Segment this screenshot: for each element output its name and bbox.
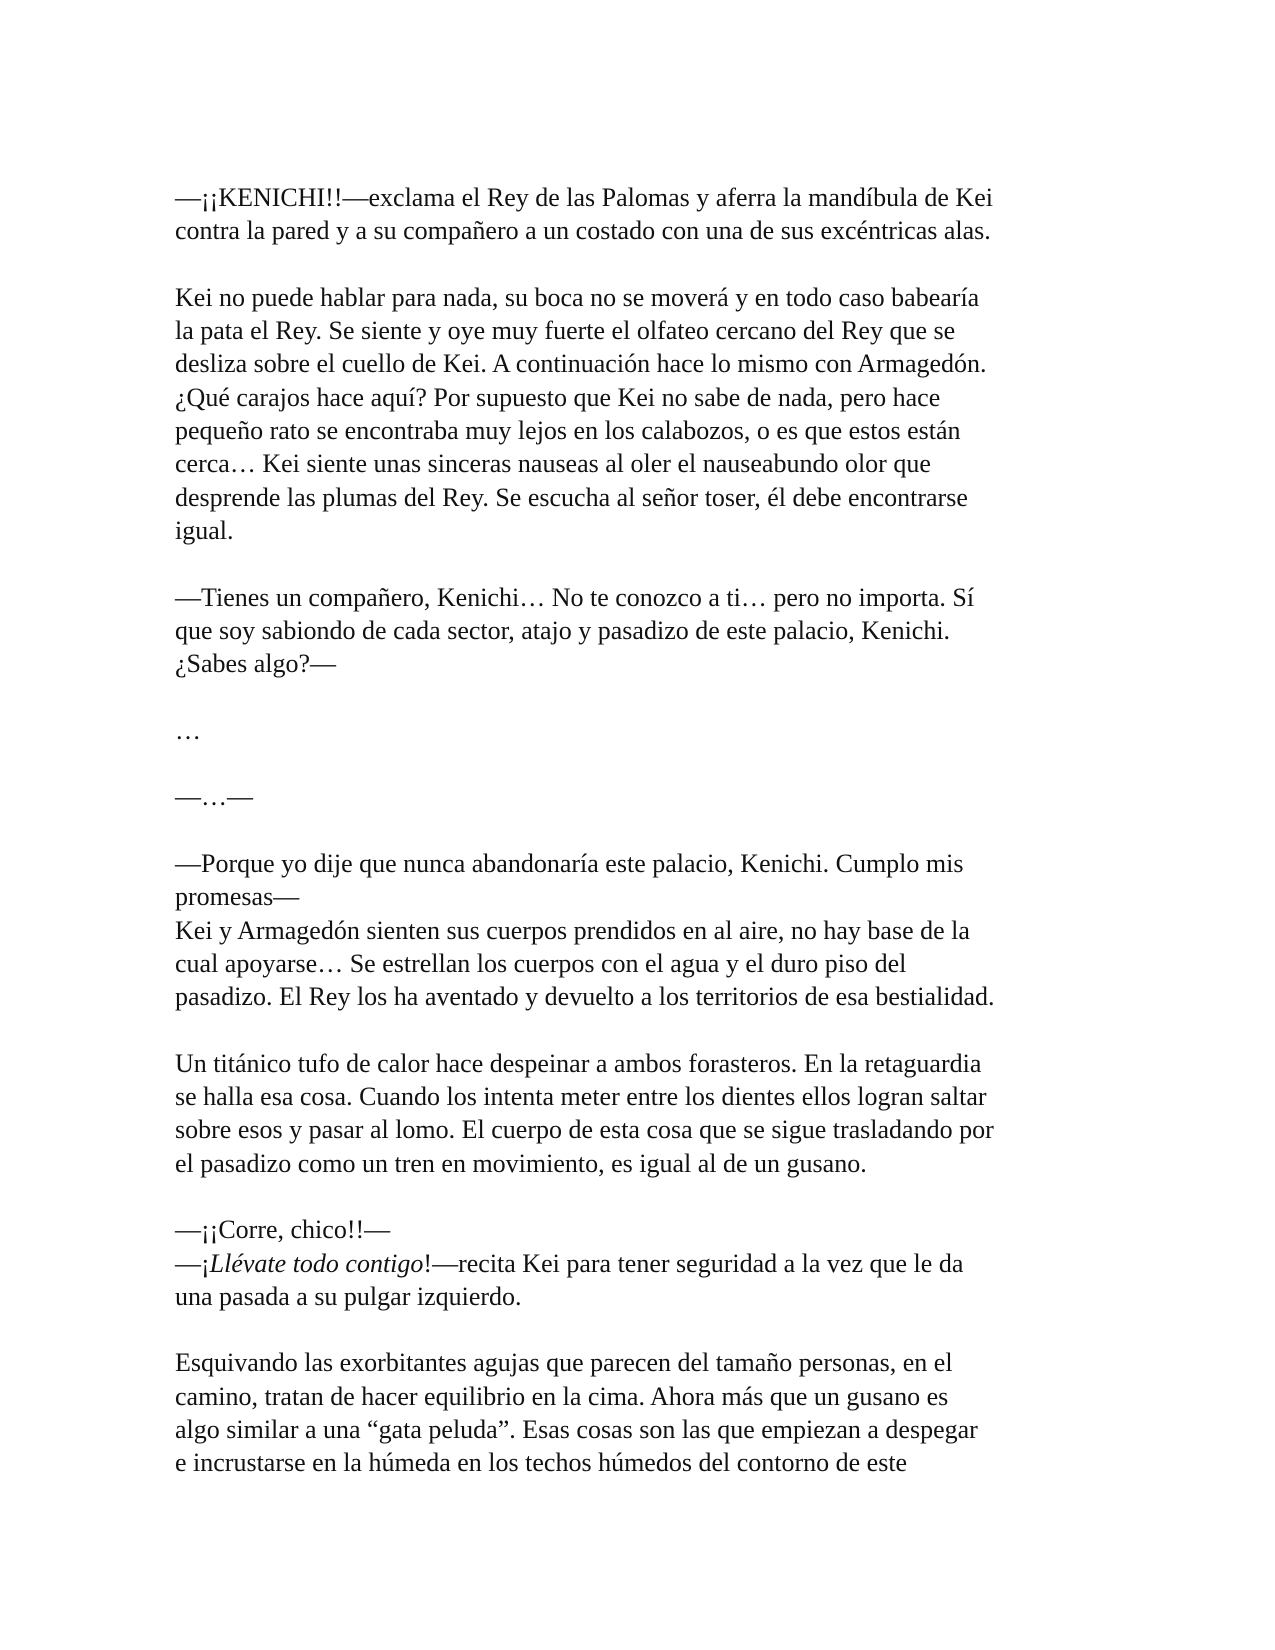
paragraph-3	[175, 581, 1095, 681]
text-line: cerca… Kei siente unas sinceras nauseas al oler el nauseabundo olor que	[175, 449, 931, 479]
paragraph-8	[175, 1047, 1095, 1180]
text-line: promesas—	[175, 882, 300, 912]
text-line: —¡¡KENICHI!!—exclama el Rey de las Palomas y aferra la mandíbula de Kei	[175, 183, 993, 212]
text-line: el pasadizo como un tren en movimiento, es igual al de un gusano.	[175, 1148, 867, 1178]
text-line: —…—	[175, 782, 253, 812]
text-line: e incrustarse en la húmeda en los techos húmedos del contorno de este	[175, 1448, 908, 1478]
dialogue-suffix: !—recita Kei para tener seguridad a la vez que le da	[423, 1248, 964, 1278]
document-body	[175, 181, 1095, 1513]
paragraph-1	[175, 181, 1095, 248]
text-line: ¿Sabes algo?—	[175, 649, 337, 679]
paragraph-5	[175, 780, 1095, 813]
text-line: Kei no puede hablar para nada, su boca no se moverá y en todo caso babearía	[175, 282, 980, 312]
text-line: que soy sabiondo de cada sector, atajo y pasadizo de este palacio, Kenichi.	[175, 615, 951, 645]
text-line: la pata el Rey. Se siente y oye muy fuerte el olfateo cercano del Rey que se	[175, 316, 956, 346]
paragraph-4	[175, 714, 1095, 747]
text-line: camino, tratan de hacer equilibrio en la cima. Ahora más que un gusano es	[175, 1381, 949, 1411]
dialogue-line	[175, 1247, 1095, 1280]
text-line: …	[175, 715, 201, 745]
paragraph-10	[175, 1247, 1095, 1314]
text-line: una pasada a su pulgar izquierdo.	[175, 1281, 522, 1311]
text-line: igual.	[175, 515, 234, 545]
text-line: pasadizo. El Rey los ha aventado y devuelto a los territorios de esa bestialidad.	[175, 982, 995, 1012]
text-line: Kei y Armagedón sienten sus cuerpos prendidos en al aire, no hay base de la	[175, 915, 970, 945]
text-line: desliza sobre el cuello de Kei. A continuación hace lo mismo con Armagedón.	[175, 349, 987, 379]
text-line: desprende las plumas del Rey. Se escucha al señor toser, él debe encontrarse	[175, 482, 968, 512]
dialogue-prefix: —¡	[175, 1248, 210, 1278]
paragraph-9	[175, 1213, 1095, 1246]
text-line: algo similar a una “gata peluda”. Esas cosas son las que empiezan a despegar	[175, 1414, 978, 1444]
text-line: ¿Qué carajos hace aquí? Por supuesto que Kei no sabe de nada, pero hace	[175, 382, 941, 412]
text-line: —Porque yo dije que nunca abandonaría este palacio, Kenichi. Cumplo mis	[175, 848, 964, 878]
dialogue-italic: Llévate todo contigo	[209, 1248, 424, 1278]
text-line: sobre esos y pasar al lomo. El cuerpo de esta cosa que se sigue trasladando por	[175, 1115, 994, 1145]
text-line: Esquivando las exorbitantes agujas que parecen del tamaño personas, en el	[175, 1348, 953, 1378]
paragraph-11	[175, 1346, 1095, 1479]
paragraph-6	[175, 847, 1095, 914]
text-line: cual apoyarse… Se estrellan los cuerpos con el agua y el duro piso del	[175, 948, 907, 978]
text-line: —¡¡Corre, chico!!—	[175, 1215, 391, 1245]
text-line: —Tienes un compañero, Kenichi… No te conozco a ti… pero no importa. Sí	[175, 582, 975, 612]
text-line: pequeño rato se encontraba muy lejos en los calabozos, o es que estos están	[175, 416, 961, 446]
paragraph-2	[175, 281, 1095, 547]
paragraph-7	[175, 914, 1095, 1014]
text-line: contra la pared y a su compañero a un costado con una de sus excéntricas alas.	[175, 216, 991, 246]
text-line: se halla esa cosa. Cuando los intenta meter entre los dientes ellos logran saltar	[175, 1082, 987, 1112]
text-line: Un titánico tufo de calor hace despeinar a ambos forasteros. En la retaguardia	[175, 1048, 982, 1078]
